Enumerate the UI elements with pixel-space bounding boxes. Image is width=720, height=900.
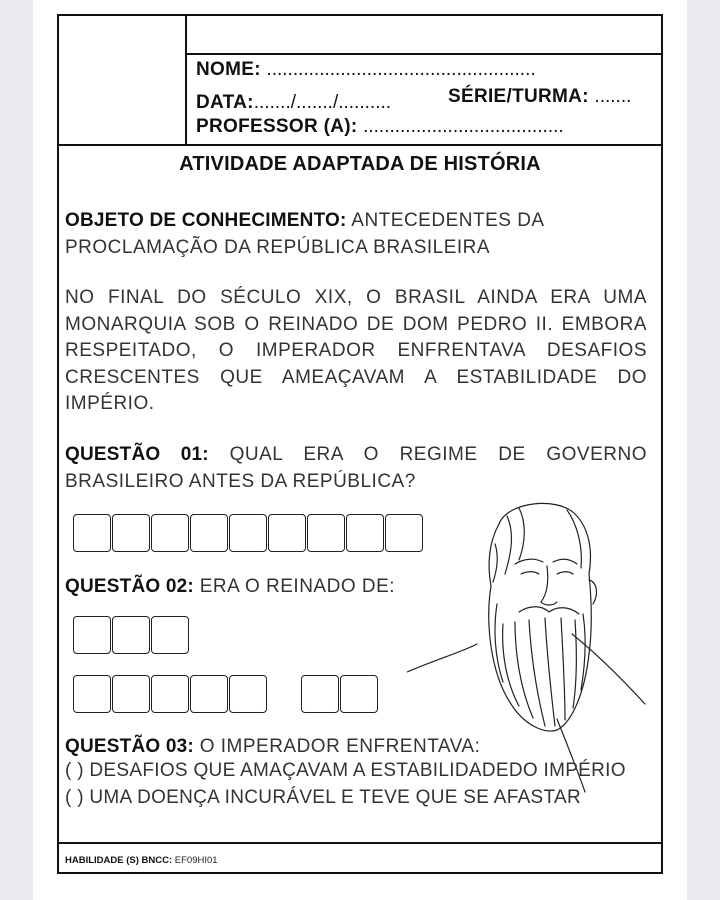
- question-1: [65, 442, 647, 495]
- logo-box: [59, 16, 187, 146]
- answer-box[interactable]: [190, 675, 228, 713]
- header-top-box: [187, 16, 661, 55]
- professor-label: PROFESSOR (A):: [196, 116, 358, 137]
- answer-box[interactable]: [229, 675, 267, 713]
- answer-box[interactable]: [301, 675, 339, 713]
- answer-box[interactable]: [73, 675, 111, 713]
- answer-box[interactable]: [268, 514, 306, 552]
- data-blank: ......./......./..........: [253, 92, 392, 113]
- question-2-label: QUESTÃO 02:: [65, 576, 194, 597]
- answer-box[interactable]: [229, 514, 267, 552]
- serie-blank: .......: [594, 86, 632, 107]
- question-1-text: QUAL ERA O REGIME DE GOVERNO BRASILEIRO ANTES DA REPÚBLICA?: [65, 444, 647, 492]
- answer-box[interactable]: [151, 675, 189, 713]
- question-2-text: ERA O REINADO DE:: [199, 576, 396, 597]
- question-1-label: QUESTÃO 01:: [65, 444, 209, 465]
- habilidade-bncc: [65, 855, 218, 866]
- serie-label: SÉRIE/TURMA:: [448, 86, 589, 107]
- objeto-conhecimento: [65, 208, 647, 261]
- answer-box[interactable]: [73, 616, 111, 654]
- question-3-text: O IMPERADOR ENFRENTAVA:: [199, 736, 481, 757]
- professor-field: [196, 116, 564, 138]
- intro-paragraph: NO FINAL DO SÉCULO XIX, O BRASIL AINDA ERA UMA MONARQUIA SOB O REINADO DE DOM PEDRO II. EMBORA RESPEITADO, O IMPERADOR ENFRENTAVA DESAFIOS CRESCENTES QUE AMEAÇAVAM A ESTABILIDADE DO IMPÉRIO.: [65, 287, 647, 414]
- question-3-label: QUESTÃO 03:: [65, 736, 194, 757]
- professor-blank: ......................................: [363, 116, 564, 137]
- answer-box[interactable]: [340, 675, 378, 713]
- nome-label: NOME:: [196, 59, 261, 80]
- question-3: [65, 734, 647, 761]
- answer-box[interactable]: [190, 514, 228, 552]
- question-3-option-1[interactable]: ( ) DESAFIOS QUE AMAÇAVAM A ESTABILIDADEDO IMPÉRIO: [65, 760, 626, 781]
- nome-field: [196, 59, 536, 81]
- worksheet-page: [33, 0, 687, 900]
- question-3-option-2[interactable]: ( ) UMA DOENÇA INCURÁVEL E TEVE QUE SE AFASTAR: [65, 787, 582, 808]
- answer-box[interactable]: [112, 616, 150, 654]
- data-field: [196, 92, 391, 114]
- nome-blank: ...................................................: [266, 59, 536, 80]
- activity-title: ATIVIDADE ADAPTADA DE HISTÓRIA: [179, 153, 541, 175]
- answer-box[interactable]: [73, 514, 111, 552]
- data-label: DATA:: [196, 92, 254, 113]
- answer-box[interactable]: [346, 514, 384, 552]
- footer-divider: [59, 842, 661, 844]
- habilidade-code: EF09HI01: [174, 855, 218, 866]
- worksheet-frame: [57, 14, 663, 874]
- answer-box[interactable]: [112, 514, 150, 552]
- answer-box[interactable]: [151, 514, 189, 552]
- objeto-text: ANTECEDENTES DA PROCLAMAÇÃO DA REPÚBLICA BRASILEIRA: [65, 210, 544, 258]
- habilidade-label: HABILIDADE (S) BNCC:: [65, 855, 173, 866]
- objeto-label: OBJETO DE CONHECIMENTO:: [65, 210, 347, 231]
- serie-turma-field: [448, 86, 631, 108]
- answer-box[interactable]: [112, 675, 150, 713]
- answer-box[interactable]: [151, 616, 189, 654]
- header-divider: [59, 144, 661, 146]
- answer-box[interactable]: [307, 514, 345, 552]
